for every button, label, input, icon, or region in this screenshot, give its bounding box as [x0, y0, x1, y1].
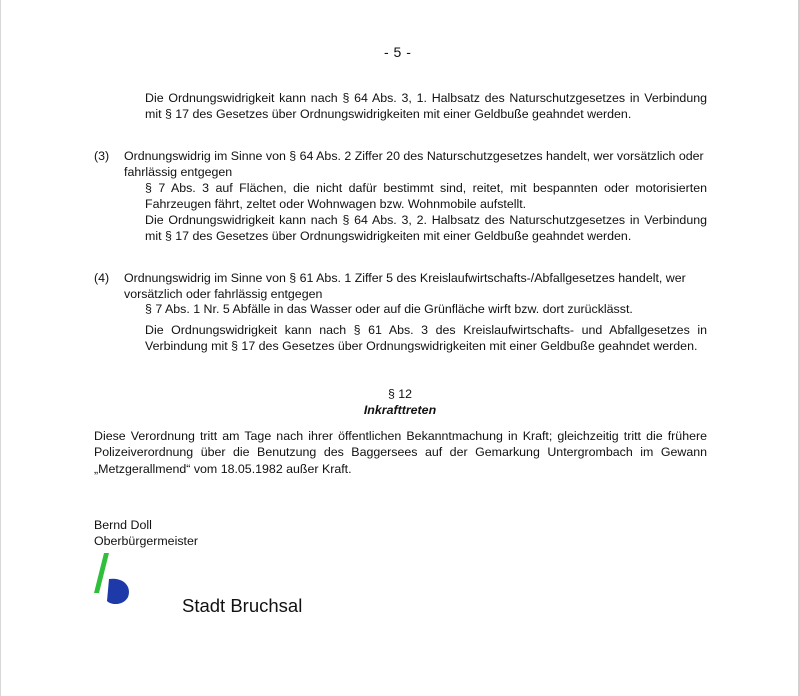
item4-number: (4)	[94, 271, 110, 285]
item3-number: (3)	[94, 149, 110, 163]
section-12-number: § 12	[387, 387, 413, 401]
page-edge-left	[0, 0, 1, 696]
item4-penalty: Die Ordnungswidrigkeit kann nach § 61 Abs. 3 des Kreislaufwirtschafts- und Abfallgesetzes in Verbindung mit § 17 des Gesetzes über Ordnungswidrigkeiten mit einer Geldbuße geahndet werden.	[145, 323, 707, 354]
item2-penalty-text: Die Ordnungswidrigkeit kann nach § 64 Abs. 3, 1. Halbsatz des Naturschutzgesetzes in Verbindung mit § 17 des Gesetzes über Ordnungswidrigkeiten mit einer Geldbuße geahndet werden.	[145, 91, 707, 122]
section-12-title: Inkrafttreten	[363, 403, 437, 417]
page-number: - 5 -	[384, 44, 412, 60]
section-12-text: Diese Verordnung tritt am Tage nach ihrer öffentlichen Bekanntmachung in Kraft; gleichzeitig tritt die frühere Polizeiverordnung über die Benutzung des Baggersees auf der Gemarkung Untergrombach im Gewann „Metzgerallmend“ vom 18.05.1982 außer Kraft.	[94, 429, 707, 476]
city-name: Stadt Bruchsal	[182, 595, 303, 616]
logo-blue-shape	[107, 579, 129, 604]
item3-penalty: Die Ordnungswidrigkeit kann nach § 64 Abs. 3, 2. Halbsatz des Naturschutzgesetzes in Verbindung mit § 17 des Gesetzes über Ordnungswidrigkeiten mit einer Geldbuße geahndet werden.	[145, 213, 707, 244]
signature-title: Oberbürgermeister	[94, 534, 198, 548]
item3-intro: Ordnungswidrig im Sinne von § 64 Abs. 2 Ziffer 20 des Naturschutzgesetzes handelt, wer vorsätzlich oder fahrlässig entgegen	[124, 149, 704, 180]
item4-clause: § 7 Abs. 1 Nr. 5 Abfälle in das Wasser oder auf die Grünfläche wirft bzw. dort zurücklässt.	[145, 302, 633, 316]
city-logo	[90, 553, 134, 605]
logo-green-stripe	[94, 553, 109, 593]
item3-clause: § 7 Abs. 3 auf Flächen, die nicht dafür bestimmt sind, reitet, mit bespannten oder motorisierten Fahrzeugen fährt, zeltet oder Wohnwagen bzw. Wohnmobile aufstellt.	[145, 181, 707, 212]
signature-name: Bernd Doll	[94, 518, 152, 532]
item4-intro: Ordnungswidrig im Sinne von § 61 Abs. 1 Ziffer 5 des Kreislaufwirtschafts-/Abfallgesetzes handelt, wer vorsätzlich oder fahrlässig entgegen	[124, 271, 686, 302]
